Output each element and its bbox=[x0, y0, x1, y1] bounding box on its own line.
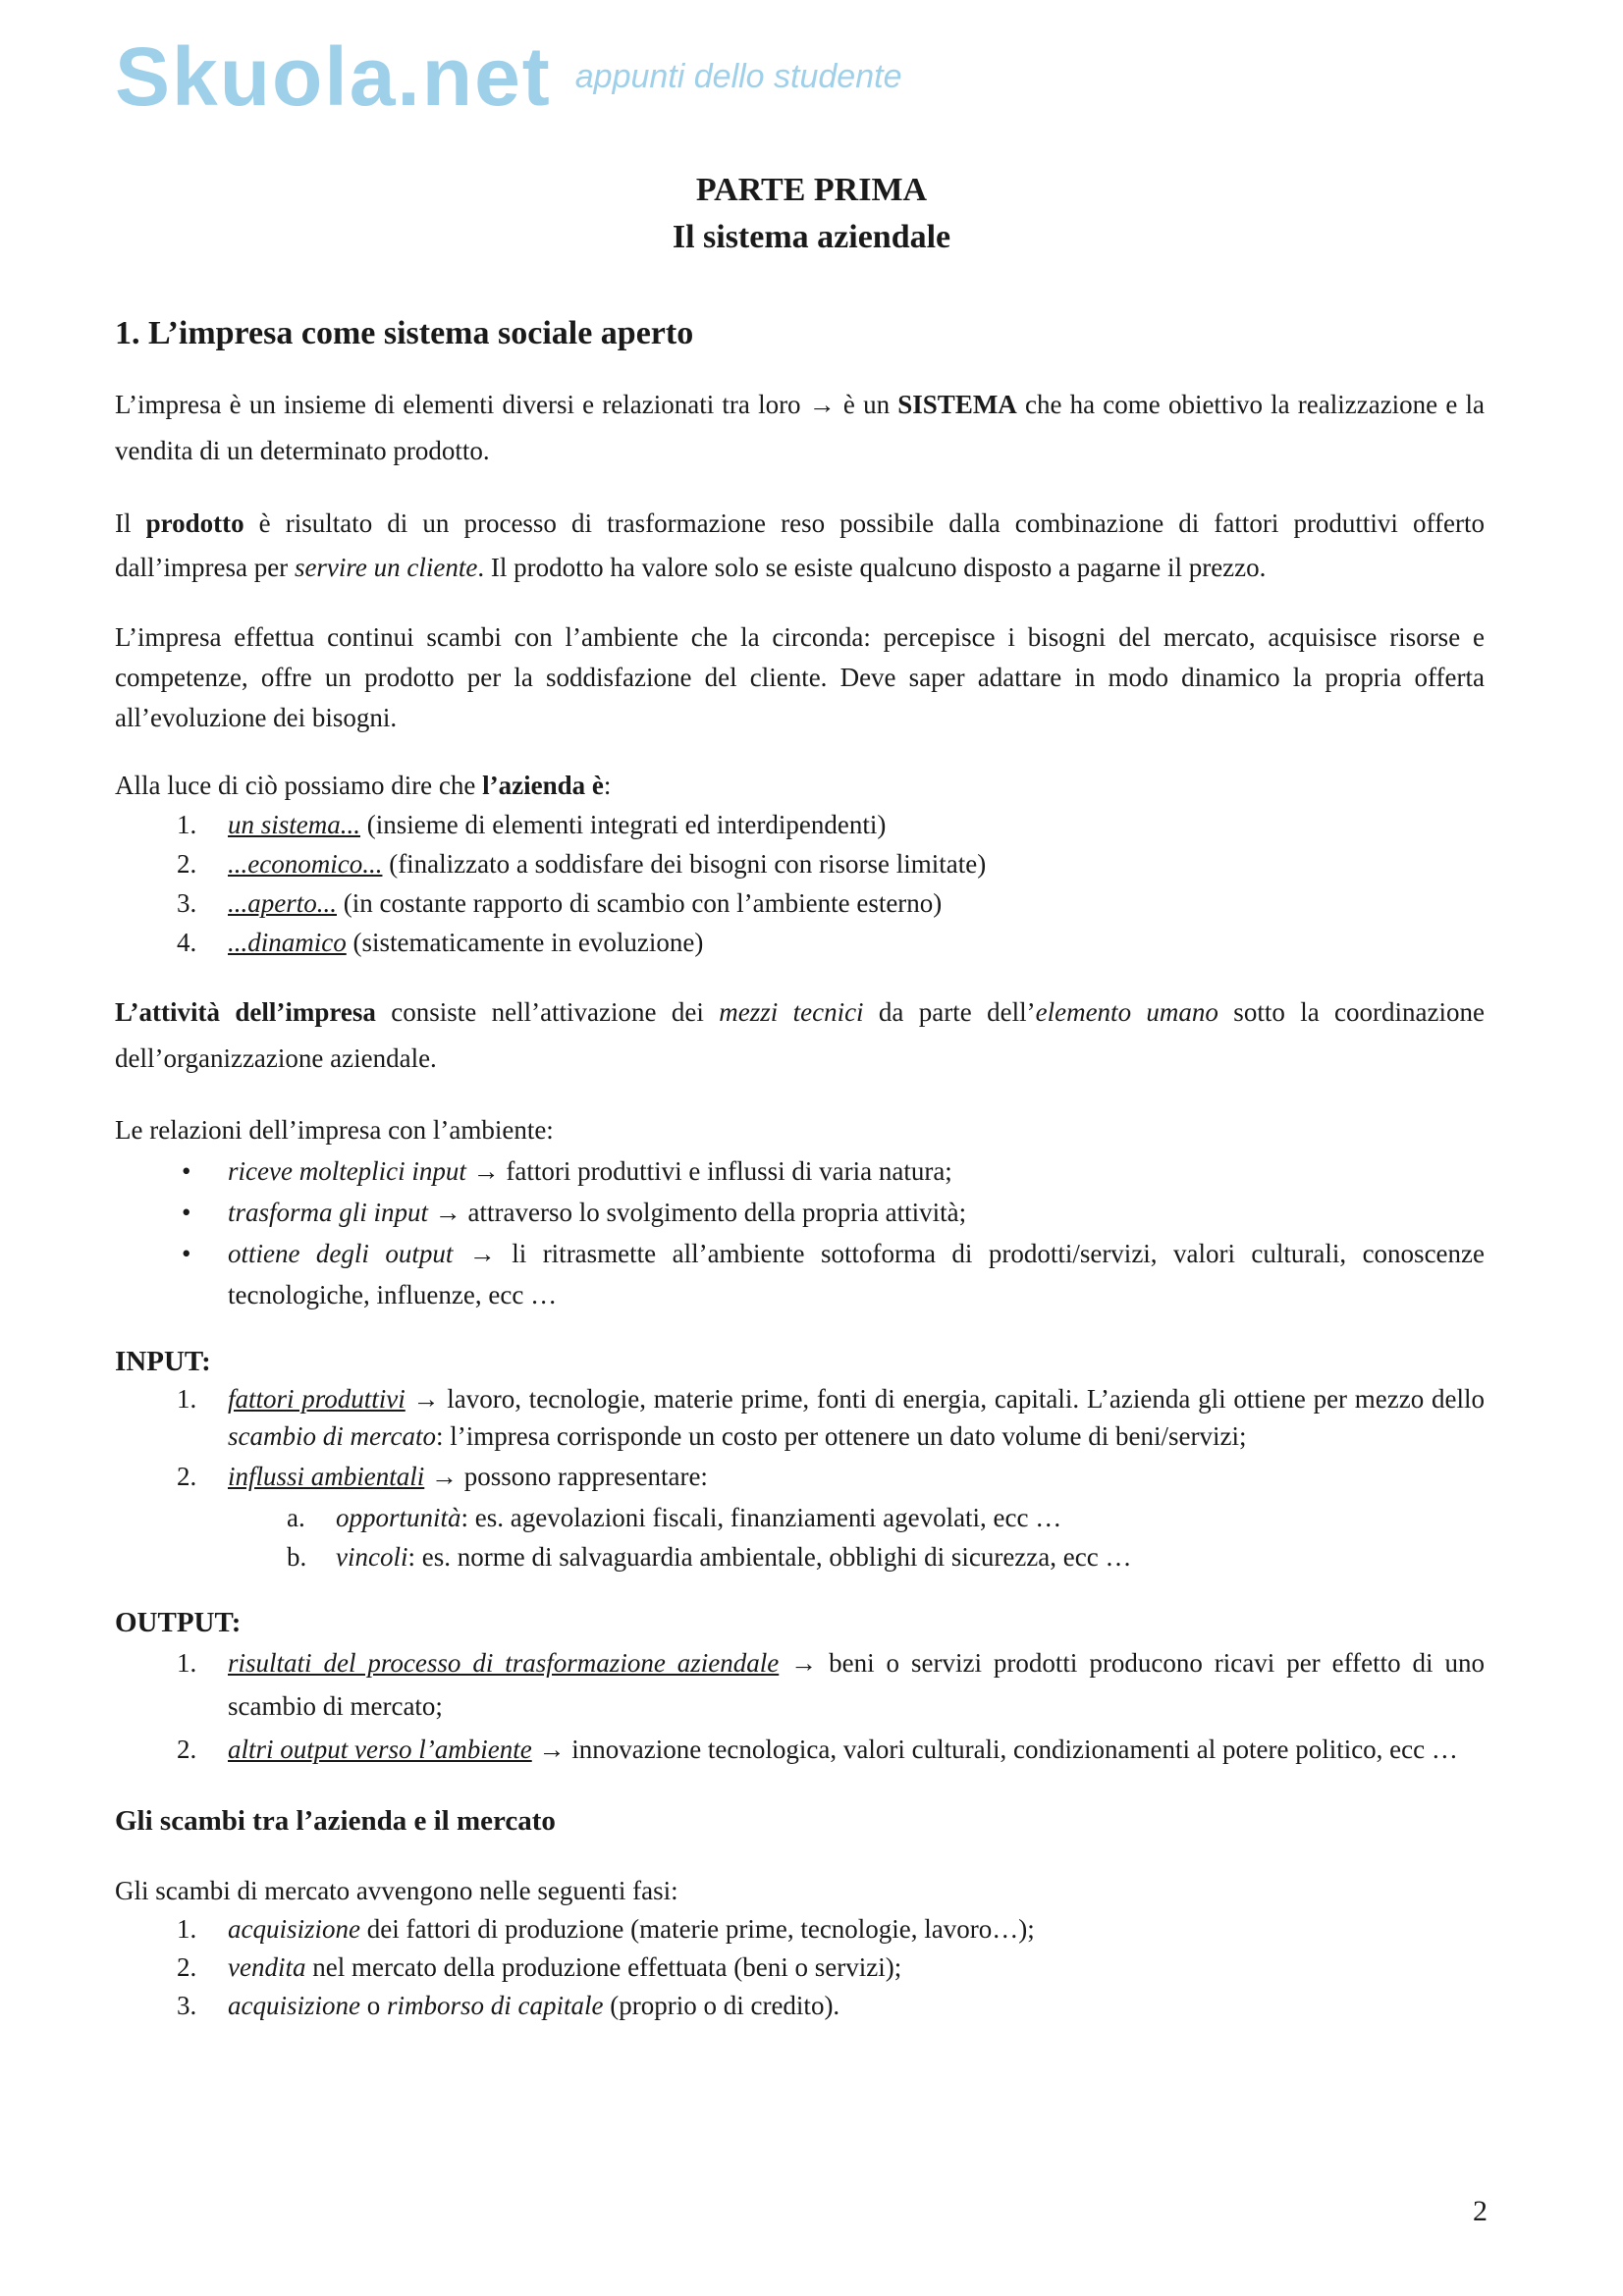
sub-list-item: a. opportunità: es. agevolazioni fiscali, finanziamenti agevolati, ecc … bbox=[287, 1503, 1062, 1532]
bullet-item: • ottiene degli output → li ritrasmette all’ambiente sottoforma di prodotti/servizi, valori culturali, conoscenze tecnologiche, influenze, ecc … bbox=[182, 1239, 1486, 1309]
watermark-logo: Skuola.net bbox=[115, 30, 552, 123]
part-subtitle: Il sistema aziendale bbox=[672, 219, 951, 255]
paragraph-scambi-ambiente: L’impresa effettua continui scambi con l’ambiente che la circonda: percepisce i bisogni del mercato, acquisisce risorse e competenze, offre un prodotto per la soddisfazione del cliente. Deve saper adattare in modo dinamico la propria offerta all’evoluzione dei bisogni. bbox=[115, 622, 1485, 732]
list-item: 2. vendita nel mercato della produzione effettuata (beni o servizi); bbox=[177, 1952, 902, 1982]
paragraph-attivita: L’attività dell’impresa consiste nell’attivazione dei mezzi tecnici da parte dell’elemento umano sotto la coordinazione dell’organizzazione aziendale. bbox=[115, 997, 1485, 1073]
output-title: OUTPUT: bbox=[115, 1607, 242, 1638]
list-item: 1. acquisizione dei fattori di produzione (materie prime, tecnologie, lavoro…); bbox=[177, 1914, 1035, 1944]
scambi-intro: Gli scambi di mercato avvengono nelle seguenti fasi: bbox=[115, 1876, 678, 1905]
scambi-section bbox=[115, 1871, 1485, 2025]
list-item: 3. acquisizione o rimborso di capitale (proprio o di credito). bbox=[177, 1991, 840, 2020]
relazioni-ambiente bbox=[115, 1109, 1485, 1315]
paragraph-sistema: L’impresa è un insieme di elementi diversi e relazionati tra loro → è un SISTEMA che ha come obiettivo la realizzazione e la vendita di un determinato prodotto. bbox=[115, 390, 1485, 465]
list-item: 4. ...dinamico (sistematicamente in evoluzione) bbox=[177, 928, 704, 957]
azienda-intro: Alla luce di ciò possiamo dire che l’azienda è: bbox=[115, 771, 612, 800]
input-title: INPUT: bbox=[115, 1346, 211, 1377]
list-item: 3. ...aperto... (in costante rapporto di scambio con l’ambiente esterno) bbox=[177, 888, 943, 918]
scambi-title: Gli scambi tra l’azienda e il mercato bbox=[115, 1805, 556, 1837]
list-item: 2. altri output verso l’ambiente → innovazione tecnologica, valori culturali, condizionamenti al potere politico, ecc … bbox=[177, 1735, 1458, 1764]
list-item: 1. un sistema... (insieme di elementi integrati ed interdipendenti) bbox=[177, 810, 887, 839]
list-item: 1. risultati del processo di trasformazione aziendale → beni o servizi prodotti producono ricavi per effetto di uno scambio di mercato; bbox=[177, 1648, 1485, 1721]
input-section bbox=[115, 1343, 1485, 1576]
output-section bbox=[115, 1604, 1485, 1771]
part-title: PARTE PRIMA bbox=[695, 172, 928, 208]
list-item: 2. ...economico... (finalizzato a soddisfare dei bisogni con risorse limitate) bbox=[177, 849, 987, 879]
bullet-item: • riceve molteplici input → fattori produttivi e influssi di varia natura; bbox=[182, 1156, 952, 1186]
bullet-item: • trasforma gli input → attraverso lo svolgimento della propria attività; bbox=[182, 1198, 967, 1227]
section-title: 1. L’impresa come sistema sociale aperto bbox=[115, 315, 694, 351]
page-number: 2 bbox=[1473, 2195, 1488, 2227]
list-item: 1. fattori produttivi → lavoro, tecnologie, materie prime, fonti di energia, capitali. L’azienda gli ottiene per mezzo dello scambio di mercato: l’impresa corrisponde un costo per ottenere un dato volume di beni/servizi; bbox=[177, 1384, 1485, 1451]
azienda-definition bbox=[115, 766, 1485, 962]
document-body bbox=[115, 167, 1485, 2025]
watermark-tagline: appunti dello studente bbox=[574, 58, 902, 95]
paragraph-prodotto: Il prodotto è risultato di un processo di trasformazione reso possibile dalla combinazione di fattori produttivi offerto dall’impresa per servire un cliente. Il prodotto ha valore solo se esiste qualcuno disposto a pagarne il prezzo. bbox=[115, 508, 1485, 582]
relazioni-intro: Le relazioni dell’impresa con l’ambiente: bbox=[115, 1115, 554, 1145]
watermark bbox=[115, 27, 901, 135]
sub-list-item: b. vincoli: es. norme di salvaguardia ambientale, obblighi di sicurezza, ecc … bbox=[287, 1542, 1132, 1572]
list-item: 2. influssi ambientali → possono rappresentare: bbox=[177, 1462, 708, 1491]
